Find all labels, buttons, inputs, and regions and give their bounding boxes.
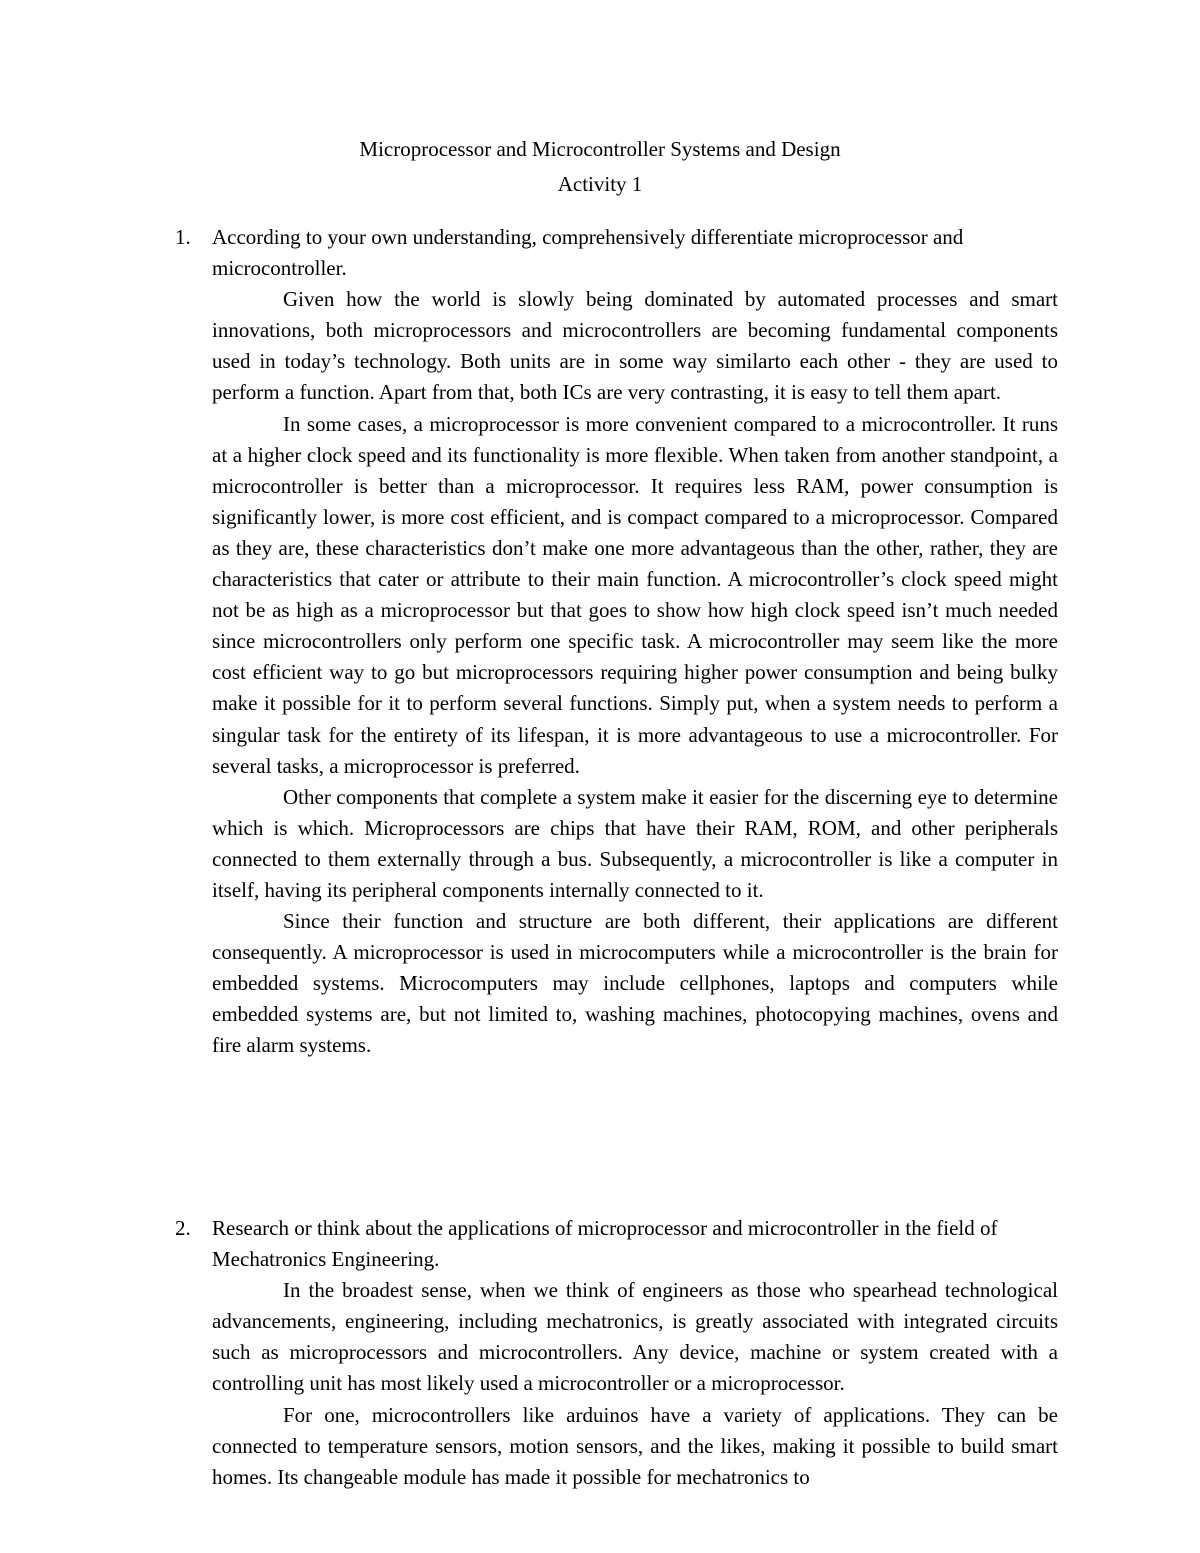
document-subtitle: Activity 1 [557, 172, 643, 196]
question-text: According to your own understanding, comprehensively differentiate microprocessor and microcontroller. [212, 225, 964, 281]
answer-paragraph: In the broadest sense, when we think of engineers as those who spearhead technological advancements, engineering, including mechatronics, is greatly associated with integrated circuits such as microprocessors and microcontrollers. Any device, machine or system created with a controlling unit has most likely used a microcontroller or a microprocessor. [212, 1278, 1058, 1396]
answer-paragraph: Other components that complete a system make it easier for the discerning eye to determine which is which. Microprocessors are chips that have their RAM, ROM, and other peripherals connected to them externally through a bus. Subsequently, a microcontroller is like a computer in itself, having its peripheral components internally connected to it. [212, 784, 1058, 902]
question-body [212, 1213, 1058, 1493]
question-text: Research or think about the applications of microprocessor and microcontroller in the field of Mechatronics Engineering. [212, 1216, 998, 1272]
question-number: 2. [175, 1216, 191, 1240]
question-body [212, 222, 1058, 1062]
question-number: 1. [175, 225, 191, 249]
answer-paragraph: Since their function and structure are both different, their applications are different consequently. A microprocessor is used in microcomputers while a microcontroller is the brain for embedded systems. Microcomputers may include cellphones, laptops and computers while embedded systems are, but not limited to, washing machines, photocopying machines, ovens and fire alarm systems. [212, 909, 1058, 1058]
answer-paragraph: Given how the world is slowly being dominated by automated processes and smart innovations, both microprocessors and microcontrollers are becoming fundamental components used in today’s technology. Both units are in some way similarto each other - they are used to perform a function. Apart from that, both ICs are very contrasting, it is easy to tell them apart. [212, 287, 1058, 405]
answer-paragraph: For one, microcontrollers like arduinos have a variety of applications. They can be connected to temperature sensors, motion sensors, and the likes, making it possible to build smart homes. Its changeable module has made it possible for mechatronics to [212, 1402, 1058, 1489]
document-title: Microprocessor and Microcontroller Systems and Design [359, 137, 841, 161]
answer-paragraph: In some cases, a microprocessor is more convenient compared to a microcontroller. It runs at a higher clock speed and its functionality is more flexible. When taken from another standpoint, a microcontroller is better than a microprocessor. It requires less RAM, power consumption is significantly lower, is more cost efficient, and is compact compared to a microprocessor. Compared as they are, these characteristics don’t make one more advantageous than the other, rather, they are characteristics that cater or attribute to their main function. A microcontroller’s clock speed might not be as high as a microprocessor but that goes to show how high clock speed isn’t much needed since microcontrollers only perform one specific task. A microcontroller may seem like the more cost efficient way to go but microprocessors requiring higher power consumption and being bulky make it possible for it to perform several functions. Simply put, when a system needs to perform a singular task for the entirety of its lifespan, it is more advantageous to use a microcontroller. For several tasks, a microprocessor is preferred. [212, 411, 1058, 778]
